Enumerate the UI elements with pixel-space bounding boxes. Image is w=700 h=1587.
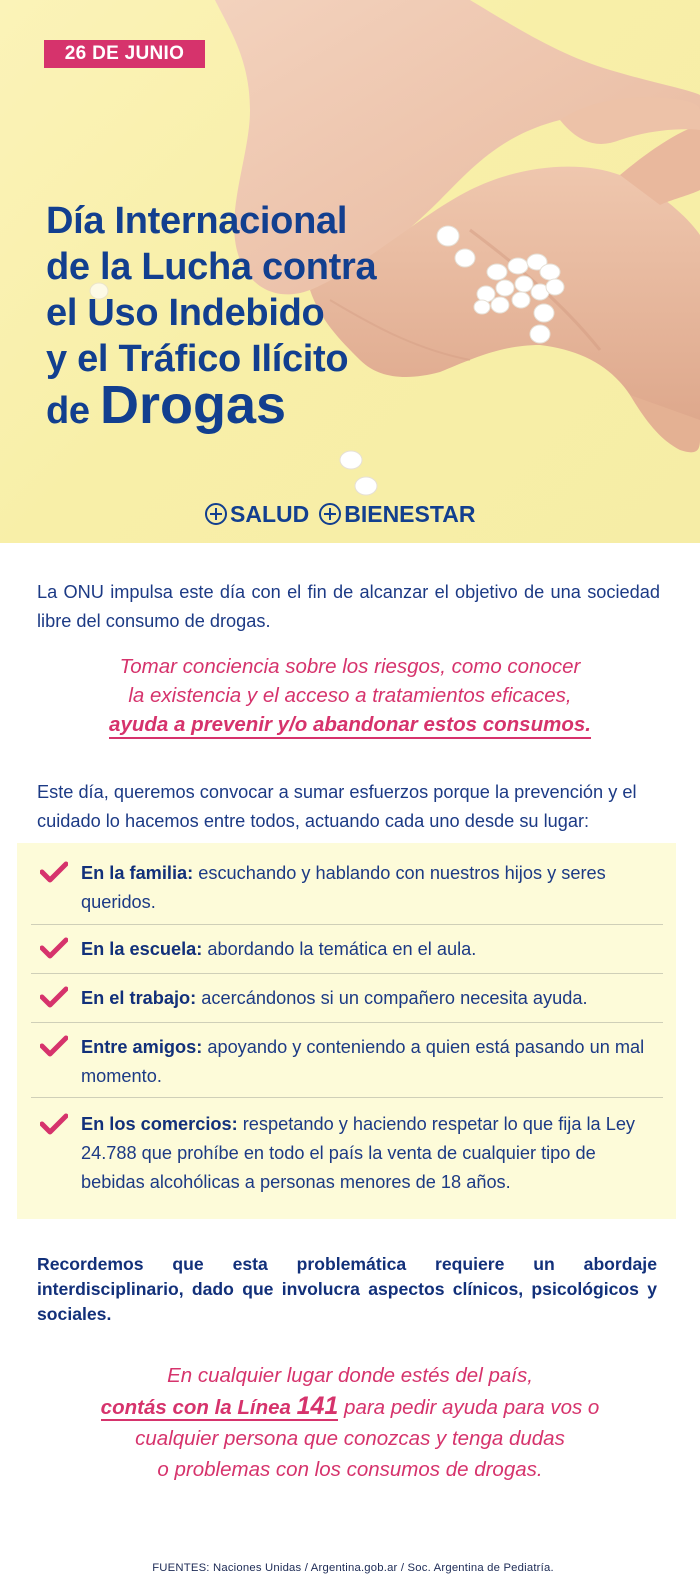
list-item-desc: respetando y haciendo respetar lo que fija la Ley 24.788 que prohíbe en todo el país la venta de cualquier tipo de bebidas alcohólicas a personas menores de 18 años.: [81, 1114, 636, 1192]
list-item-label: En la familia:: [81, 863, 194, 883]
plus-circle-icon: [205, 503, 227, 525]
list-item: [31, 974, 663, 1023]
actions-list: [17, 843, 676, 1219]
list-item-desc: apoyando y conteniendo a quien está pasando un mal momento.: [81, 1037, 645, 1086]
quote-line-emphasis: [0, 710, 700, 739]
list-item-text: [81, 859, 661, 917]
list-item: [31, 1098, 663, 1219]
closing-line: cualquier persona que conozcas y tenga dudas: [135, 1427, 565, 1450]
call-paragraph: Este día, queremos convocar a sumar esfuerzos porque la prevención y el cuidado lo hacemos entre todos, actuando cada uno desde su lugar:: [37, 782, 637, 831]
check-icon: [40, 1113, 68, 1135]
page-title: [46, 198, 376, 434]
list-item-text: [81, 935, 661, 964]
quote-line: Tomar conciencia sobre los riesgos, como conocer: [119, 655, 581, 678]
check-icon: [40, 861, 68, 883]
title-line: Día Internacional: [46, 200, 348, 242]
list-item-label: En la escuela:: [81, 939, 203, 959]
closing-line-rest: para pedir ayuda para vos o: [338, 1396, 600, 1419]
list-item-text: [81, 984, 661, 1013]
date-badge: 26 DE JUNIO: [44, 40, 205, 68]
helpline-number: 141: [296, 1392, 339, 1420]
closing-line: [0, 1391, 700, 1423]
title-prefix: de: [46, 390, 90, 432]
list-item-text: [81, 1033, 661, 1091]
intro-paragraph: La ONU impulsa este día con el fin de alcanzar el objetivo de una sociedad libre del consumo de drogas.: [37, 582, 660, 631]
hero-banner: [0, 0, 700, 543]
closing-line: En cualquier lugar donde estés del país,: [167, 1364, 533, 1387]
closing-line: o problemas con los consumos de drogas.: [157, 1458, 543, 1481]
brand-word-bienestar: BIENESTAR: [344, 500, 476, 527]
helpline-text: contás con la Línea: [100, 1396, 297, 1419]
list-item-text: [81, 1110, 661, 1197]
helpline-highlight: [100, 1392, 339, 1421]
list-item-label: En los comercios:: [81, 1114, 238, 1134]
list-item-label: Entre amigos:: [81, 1037, 203, 1057]
title-line: de la Lucha contra: [46, 246, 377, 288]
sources-footer: FUENTES: Naciones Unidas / Argentina.gob.ar / Soc. Argentina de Pediatría.: [152, 1562, 554, 1574]
list-item-desc: abordando la temática en el aula.: [202, 939, 477, 959]
brand-word-salud: SALUD: [230, 500, 310, 527]
note-paragraph: Recordemos que esta problemática requiere un abordaje interdisciplinario, dado que involucra aspectos clínicos, psicológicos y sociales.: [37, 1254, 657, 1324]
check-icon: [40, 1035, 68, 1057]
check-icon: [40, 937, 68, 959]
closing-message: [0, 1360, 700, 1485]
list-item: [31, 925, 663, 974]
list-item-label: En el trabajo:: [81, 988, 197, 1008]
quote-line: la existencia y el acceso a tratamientos eficaces,: [128, 684, 572, 707]
plus-circle-icon: [319, 503, 341, 525]
title-line: el Uso Indebido: [46, 292, 325, 334]
list-item: [31, 843, 663, 925]
brand-logo: [205, 500, 475, 528]
quote-emphasis-text: ayuda a prevenir y/o abandonar estos consumos.: [109, 713, 591, 739]
title-line: y el Tráfico Ilícito: [46, 338, 349, 380]
check-icon: [40, 986, 68, 1008]
title-keyword: Drogas: [100, 375, 287, 435]
title-line: [46, 375, 376, 435]
list-item: [31, 1023, 663, 1098]
list-item-desc: escuchando y hablando con nuestros hijos y seres queridos.: [81, 863, 606, 912]
highlight-quote: [0, 652, 700, 739]
list-item-desc: acercándonos si un compañero necesita ayuda.: [196, 988, 588, 1008]
